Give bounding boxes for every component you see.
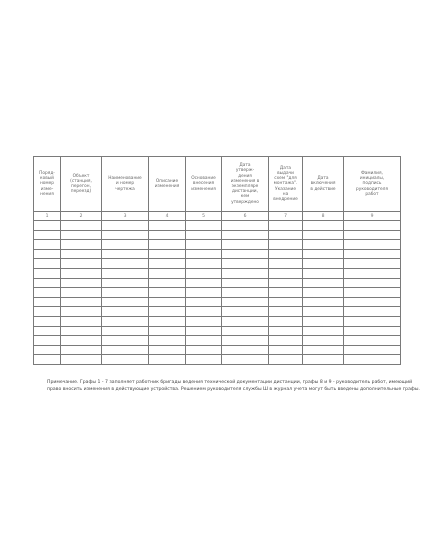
table-cell[interactable] bbox=[303, 307, 344, 317]
table-cell[interactable] bbox=[303, 240, 344, 250]
table-cell[interactable] bbox=[186, 240, 222, 250]
header-change-number: Поряд- ковый номер изме- нения bbox=[34, 157, 61, 212]
table-cell[interactable] bbox=[344, 268, 401, 278]
column-number: 4 bbox=[149, 212, 186, 221]
table-cell[interactable] bbox=[222, 336, 269, 346]
table-cell[interactable] bbox=[222, 355, 269, 365]
table-cell[interactable] bbox=[344, 355, 401, 365]
table-cell[interactable] bbox=[102, 288, 149, 298]
table-cell[interactable] bbox=[303, 259, 344, 269]
table-cell[interactable] bbox=[61, 268, 102, 278]
table-cell[interactable] bbox=[61, 336, 102, 346]
table-cell[interactable] bbox=[186, 297, 222, 307]
table-row bbox=[34, 316, 401, 326]
table-cell[interactable] bbox=[102, 326, 149, 336]
header-change-reason: Основание внесения изменения bbox=[186, 157, 222, 212]
header-change-description: Описание изменения bbox=[149, 157, 186, 212]
column-number: 7 bbox=[269, 212, 303, 221]
table-cell[interactable] bbox=[102, 268, 149, 278]
table-cell[interactable] bbox=[344, 288, 401, 298]
table-cell[interactable] bbox=[34, 249, 61, 259]
table-cell[interactable] bbox=[34, 288, 61, 298]
table-row bbox=[34, 326, 401, 336]
table-cell[interactable] bbox=[186, 278, 222, 288]
header-approval-date: Дата утверж- дения изменения в экземпляре дистанции, кем утверждено bbox=[222, 157, 269, 212]
table-cell[interactable] bbox=[186, 259, 222, 269]
table-cell[interactable] bbox=[303, 355, 344, 365]
table-row bbox=[34, 288, 401, 298]
table-cell[interactable] bbox=[34, 345, 61, 355]
table-cell[interactable] bbox=[303, 345, 344, 355]
table-cell[interactable] bbox=[61, 345, 102, 355]
header-activation-date: Дата включения в действие bbox=[303, 157, 344, 212]
table-cell[interactable] bbox=[149, 307, 186, 317]
table-row bbox=[34, 355, 401, 365]
header-drawing-name: Наименование и номер чертежа bbox=[102, 157, 149, 212]
table-cell[interactable] bbox=[149, 288, 186, 298]
table-cell[interactable] bbox=[269, 268, 303, 278]
table-cell[interactable] bbox=[344, 230, 401, 240]
table-cell[interactable] bbox=[34, 316, 61, 326]
table-cell[interactable] bbox=[102, 307, 149, 317]
table-cell[interactable] bbox=[269, 221, 303, 231]
table-cell[interactable] bbox=[61, 307, 102, 317]
table-cell[interactable] bbox=[102, 240, 149, 250]
table-cell[interactable] bbox=[61, 297, 102, 307]
table-cell[interactable] bbox=[269, 240, 303, 250]
table-cell[interactable] bbox=[222, 230, 269, 240]
table-cell[interactable] bbox=[102, 221, 149, 231]
table-cell[interactable] bbox=[102, 345, 149, 355]
table-cell[interactable] bbox=[269, 316, 303, 326]
table-cell[interactable] bbox=[149, 221, 186, 231]
table-cell[interactable] bbox=[186, 355, 222, 365]
table-row bbox=[34, 268, 401, 278]
column-number: 5 bbox=[186, 212, 222, 221]
table-cell[interactable] bbox=[34, 240, 61, 250]
footnote-line: Примечание. Графы 1 - 7 заполняет работник бригады ведения технической документации дистанции, графы 8 и 9 - руководитель работ, имеющий bbox=[47, 380, 413, 385]
table-cell[interactable] bbox=[149, 249, 186, 259]
header-responsible-person: Фамилия, инициалы, подпись руководителя работ bbox=[344, 157, 401, 212]
footnote-line: право вносить изменения в действующие устройства. Решением руководителя службы Ш в журнал учета могут быть введены дополнительные графы. bbox=[47, 387, 420, 392]
table-cell[interactable] bbox=[222, 297, 269, 307]
table-cell[interactable] bbox=[186, 307, 222, 317]
table-cell[interactable] bbox=[344, 316, 401, 326]
table-row bbox=[34, 240, 401, 250]
table-cell[interactable] bbox=[344, 259, 401, 269]
table-cell[interactable] bbox=[186, 345, 222, 355]
table-cell[interactable] bbox=[344, 307, 401, 317]
table-cell[interactable] bbox=[186, 268, 222, 278]
table-body bbox=[34, 221, 401, 365]
table-cell[interactable] bbox=[102, 230, 149, 240]
table-cell[interactable] bbox=[269, 326, 303, 336]
table-cell[interactable] bbox=[186, 326, 222, 336]
table-cell[interactable] bbox=[222, 259, 269, 269]
table-cell[interactable] bbox=[149, 268, 186, 278]
table-cell[interactable] bbox=[222, 278, 269, 288]
footnote bbox=[47, 379, 420, 393]
table-cell[interactable] bbox=[269, 336, 303, 346]
table-cell[interactable] bbox=[34, 297, 61, 307]
table-cell[interactable] bbox=[34, 230, 61, 240]
column-number: 9 bbox=[344, 212, 401, 221]
table-cell[interactable] bbox=[149, 326, 186, 336]
table-cell[interactable] bbox=[34, 336, 61, 346]
change-log-table bbox=[33, 156, 401, 365]
table-cell[interactable] bbox=[149, 336, 186, 346]
table-cell[interactable] bbox=[34, 221, 61, 231]
table-cell[interactable] bbox=[34, 268, 61, 278]
table-cell[interactable] bbox=[61, 355, 102, 365]
table-cell[interactable] bbox=[344, 345, 401, 355]
table-cell[interactable] bbox=[303, 326, 344, 336]
table-cell[interactable] bbox=[34, 259, 61, 269]
header-object: Объект (станция, перегон, переезд) bbox=[61, 157, 102, 212]
table-cell[interactable] bbox=[61, 316, 102, 326]
table-cell[interactable] bbox=[102, 278, 149, 288]
table-row bbox=[34, 230, 401, 240]
table-cell[interactable] bbox=[222, 268, 269, 278]
table-cell[interactable] bbox=[269, 345, 303, 355]
table-cell[interactable] bbox=[303, 278, 344, 288]
table-row bbox=[34, 307, 401, 317]
column-number: 3 bbox=[102, 212, 149, 221]
table-row bbox=[34, 297, 401, 307]
table-cell[interactable] bbox=[149, 316, 186, 326]
table-cell[interactable] bbox=[269, 249, 303, 259]
table-cell[interactable] bbox=[61, 240, 102, 250]
table-cell[interactable] bbox=[344, 278, 401, 288]
table-cell[interactable] bbox=[61, 249, 102, 259]
table-cell[interactable] bbox=[186, 249, 222, 259]
table-cell[interactable] bbox=[149, 297, 186, 307]
table-cell[interactable] bbox=[61, 259, 102, 269]
column-number: 6 bbox=[222, 212, 269, 221]
table-cell[interactable] bbox=[102, 355, 149, 365]
table-cell[interactable] bbox=[303, 268, 344, 278]
table-cell[interactable] bbox=[269, 307, 303, 317]
table-cell[interactable] bbox=[149, 355, 186, 365]
table-cell[interactable] bbox=[34, 307, 61, 317]
table-cell[interactable] bbox=[102, 249, 149, 259]
table-cell[interactable] bbox=[344, 240, 401, 250]
table-cell[interactable] bbox=[186, 336, 222, 346]
table-cell[interactable] bbox=[186, 221, 222, 231]
table-cell[interactable] bbox=[344, 336, 401, 346]
table-cell[interactable] bbox=[344, 326, 401, 336]
table-cell[interactable] bbox=[61, 326, 102, 336]
table-cell[interactable] bbox=[303, 336, 344, 346]
table-row bbox=[34, 278, 401, 288]
table-cell[interactable] bbox=[303, 249, 344, 259]
table-cell[interactable] bbox=[344, 249, 401, 259]
table-cell[interactable] bbox=[186, 316, 222, 326]
table-cell[interactable] bbox=[34, 326, 61, 336]
table-cell[interactable] bbox=[186, 288, 222, 298]
table-cell[interactable] bbox=[303, 288, 344, 298]
column-number: 1 bbox=[34, 212, 61, 221]
table-row bbox=[34, 345, 401, 355]
table-cell[interactable] bbox=[61, 278, 102, 288]
table-cell[interactable] bbox=[344, 297, 401, 307]
table-cell[interactable] bbox=[269, 297, 303, 307]
table-row bbox=[34, 221, 401, 231]
table-cell[interactable] bbox=[149, 345, 186, 355]
table-row bbox=[34, 259, 401, 269]
table-cell[interactable] bbox=[344, 221, 401, 231]
column-number-row bbox=[34, 212, 401, 221]
table-row bbox=[34, 336, 401, 346]
table-cell[interactable] bbox=[34, 355, 61, 365]
header-issue-date: Дата выдачи схем "для монтажа". Указание на внедрение bbox=[269, 157, 303, 212]
table-cell[interactable] bbox=[149, 259, 186, 269]
table-cell[interactable] bbox=[102, 297, 149, 307]
column-number: 2 bbox=[61, 212, 102, 221]
header-row bbox=[34, 157, 401, 212]
table-cell[interactable] bbox=[102, 336, 149, 346]
table-cell[interactable] bbox=[61, 288, 102, 298]
table-cell[interactable] bbox=[222, 288, 269, 298]
table-cell[interactable] bbox=[222, 316, 269, 326]
table-cell[interactable] bbox=[222, 249, 269, 259]
table-cell[interactable] bbox=[149, 230, 186, 240]
table-cell[interactable] bbox=[303, 230, 344, 240]
table-cell[interactable] bbox=[222, 240, 269, 250]
table-cell[interactable] bbox=[269, 288, 303, 298]
table-cell[interactable] bbox=[303, 221, 344, 231]
table-cell[interactable] bbox=[149, 278, 186, 288]
table-cell[interactable] bbox=[269, 355, 303, 365]
table-cell[interactable] bbox=[61, 230, 102, 240]
table-cell[interactable] bbox=[102, 316, 149, 326]
table-cell[interactable] bbox=[222, 326, 269, 336]
table-cell[interactable] bbox=[269, 259, 303, 269]
table-cell[interactable] bbox=[222, 221, 269, 231]
table-cell[interactable] bbox=[34, 278, 61, 288]
table-cell[interactable] bbox=[102, 259, 149, 269]
table-cell[interactable] bbox=[61, 221, 102, 231]
table-cell[interactable] bbox=[186, 230, 222, 240]
table-row bbox=[34, 249, 401, 259]
table-cell[interactable] bbox=[269, 278, 303, 288]
table-cell[interactable] bbox=[222, 345, 269, 355]
table-cell[interactable] bbox=[149, 240, 186, 250]
table-cell[interactable] bbox=[303, 297, 344, 307]
table-cell[interactable] bbox=[269, 230, 303, 240]
column-number: 8 bbox=[303, 212, 344, 221]
table-cell[interactable] bbox=[303, 316, 344, 326]
table-cell[interactable] bbox=[222, 307, 269, 317]
